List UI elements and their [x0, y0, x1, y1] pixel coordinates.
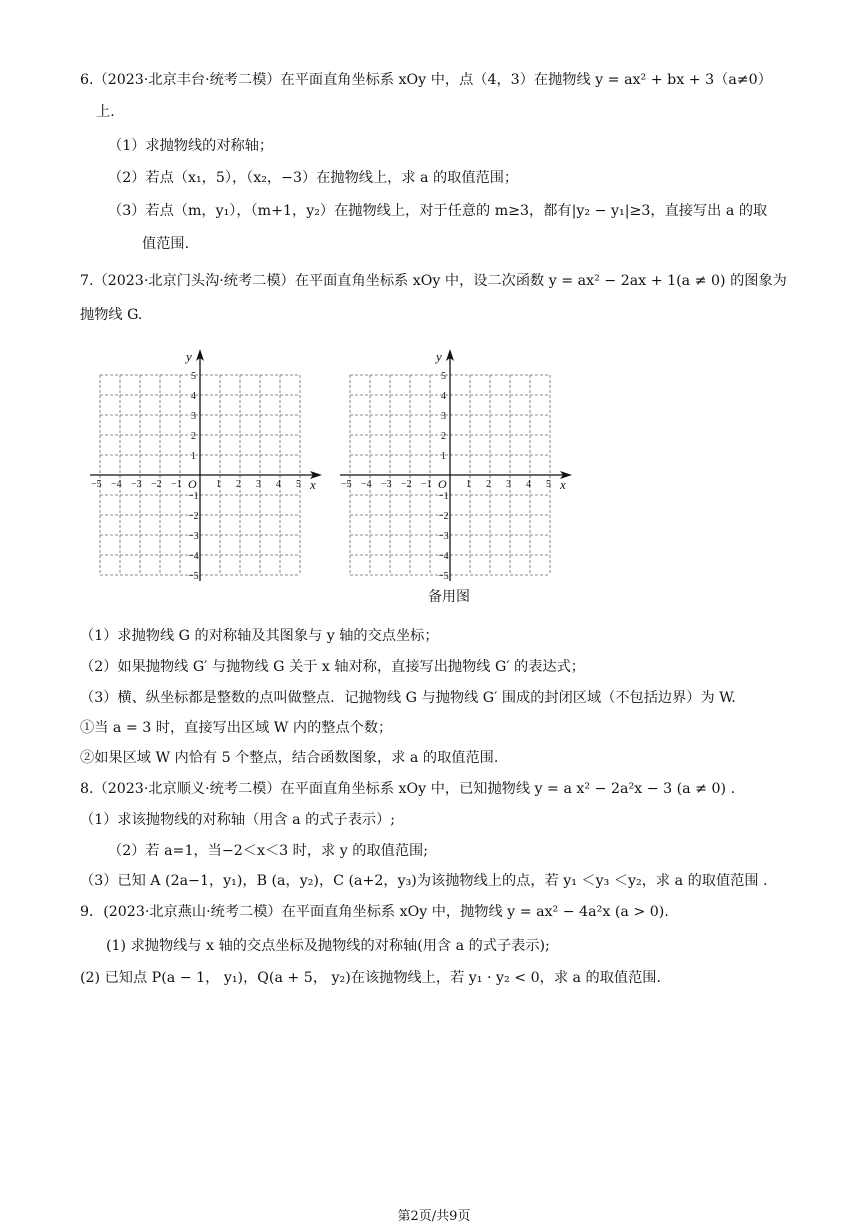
y-tick-label: −3 [188, 531, 199, 542]
grid-svg [338, 345, 578, 585]
y-tick-label: −2 [438, 511, 449, 522]
y-tick-label: −3 [438, 531, 449, 542]
coordinate-grid-spare [338, 345, 578, 589]
coordinate-grid-main [88, 345, 328, 589]
x-tick-label: −3 [381, 479, 392, 490]
y-tick-label: 5 [191, 371, 196, 382]
x-axis-label: x [310, 477, 316, 492]
x-tick-label: 2 [236, 479, 241, 490]
q7-sub1: （1）求抛物线 G 的对称轴及其图象与 y 轴的交点坐标； [80, 628, 439, 644]
q7-item1: ①当 a = 3 时，直接写出区域 W 内的整点个数； [80, 720, 393, 736]
x-tick-label: 4 [526, 479, 531, 490]
x-tick-label: −1 [421, 479, 432, 490]
y-axis-label: y [186, 349, 192, 364]
y-tick-label: 3 [191, 411, 196, 422]
q6-sub2: （2）若点（x₁，5），（x₂，−3）在抛物线上，求 a 的取值范围； [108, 170, 519, 186]
origin-label: O [438, 477, 447, 491]
x-tick-label: −3 [131, 479, 142, 490]
q6-sub3-cont: 值范围. [142, 236, 190, 252]
x-axis-label: x [560, 477, 566, 492]
y-tick-label: 2 [441, 431, 446, 442]
y-tick-label: −5 [438, 571, 449, 582]
x-tick-label: 2 [486, 479, 491, 490]
x-tick-label: 1 [466, 479, 471, 490]
y-tick-label: −5 [188, 571, 199, 582]
x-tick-label: 3 [506, 479, 511, 490]
q8-sub1: （1）求该抛物线的对称轴（用含 a 的式子表示）; [80, 812, 396, 828]
q7-sub3: （3）横、纵坐标都是整数的点叫做整点．记抛物线 G 与抛物线 G′ 围成的封闭区域（不包括边界）为 W. [80, 690, 736, 706]
q9-stem: 9．(2023·北京燕山·统考二模）在平面直角坐标系 xOy 中，抛物线 y = ax² − 4a²x (a > 0). [80, 904, 669, 920]
spare-grid-caption: 备用图 [428, 589, 470, 605]
x-tick-label: 4 [276, 479, 281, 490]
x-tick-label: −4 [361, 479, 372, 490]
q6-stem-cont: 上. [96, 104, 115, 120]
q6-sub3: （3）若点（m，y₁），（m+1，y₂）在抛物线上，对于任意的 m≥3，都有|y₂ − y₁|≥3，直接写出 a 的取 [108, 203, 768, 219]
x-tick-label: −1 [171, 479, 182, 490]
q8-sub3: （3）已知 A (2a−1，y₁)，B (a，y₂)，C (a+2，y₃)为该抛物线上的点，若 y₁ ＜y₃ ＜y₂，求 a 的取值范围 . [80, 873, 768, 889]
y-tick-label: 1 [441, 451, 446, 462]
x-tick-label: 3 [256, 479, 261, 490]
y-tick-label: 4 [191, 391, 196, 402]
x-tick-label: 5 [546, 479, 551, 490]
x-tick-label: −2 [401, 479, 412, 490]
y-tick-label: 4 [441, 391, 446, 402]
q7-stem-cont: 抛物线 G. [80, 307, 143, 323]
q7-item2: ②如果区域 W 内恰有 5 个整点，结合函数图象，求 a 的取值范围. [80, 750, 499, 766]
q6-stem: 6.（2023·北京丰台·统考二模）在平面直角坐标系 xOy 中，点（4，3）在抛物线 y = ax² + bx + 3（a≠0） [80, 72, 772, 88]
y-tick-label: −1 [438, 491, 449, 502]
y-tick-label: −2 [188, 511, 199, 522]
y-tick-label: 5 [441, 371, 446, 382]
q6-sub1: （1）求抛物线的对称轴； [108, 138, 274, 154]
y-axis-label: y [436, 349, 442, 364]
page-number: 第2页/共9页 [397, 1209, 471, 1224]
x-tick-label: −5 [91, 479, 102, 490]
q8-stem: 8.（2023·北京顺义·统考二模）在平面直角坐标系 xOy 中，已知抛物线 y = a x² − 2a²x − 3 (a ≠ 0) . [80, 781, 736, 797]
y-tick-label: −1 [188, 491, 199, 502]
y-tick-label: −4 [438, 551, 449, 562]
grid-svg [88, 345, 328, 585]
y-tick-label: 2 [191, 431, 196, 442]
x-tick-label: −2 [151, 479, 162, 490]
q7-sub2: （2）如果抛物线 G′ 与抛物线 G 关于 x 轴对称，直接写出抛物线 G′ 的表达式； [80, 659, 585, 675]
q9-sub1: (1) 求抛物线与 x 轴的交点坐标及抛物线的对称轴(用含 a 的式子表示); [106, 938, 550, 954]
y-tick-label: 3 [441, 411, 446, 422]
x-tick-label: 5 [296, 479, 301, 490]
origin-label: O [188, 477, 197, 491]
y-tick-label: −4 [188, 551, 199, 562]
y-tick-label: 1 [191, 451, 196, 462]
q9-sub2: (2) 已知点 P(a − 1， y₁)，Q(a + 5， y₂)在该抛物线上，若 y₁ · y₂ < 0，求 a 的取值范围. [80, 970, 661, 986]
q7-stem: 7.（2023·北京门头沟·统考二模）在平面直角坐标系 xOy 中，设二次函数 y = ax² − 2ax + 1(a ≠ 0) 的图象为 [80, 273, 787, 289]
x-tick-label: −4 [111, 479, 122, 490]
q8-sub2: （2）若 a=1，当−2＜x＜3 时，求 y 的取值范围; [108, 843, 428, 859]
x-tick-label: 1 [216, 479, 221, 490]
x-tick-label: −5 [341, 479, 352, 490]
